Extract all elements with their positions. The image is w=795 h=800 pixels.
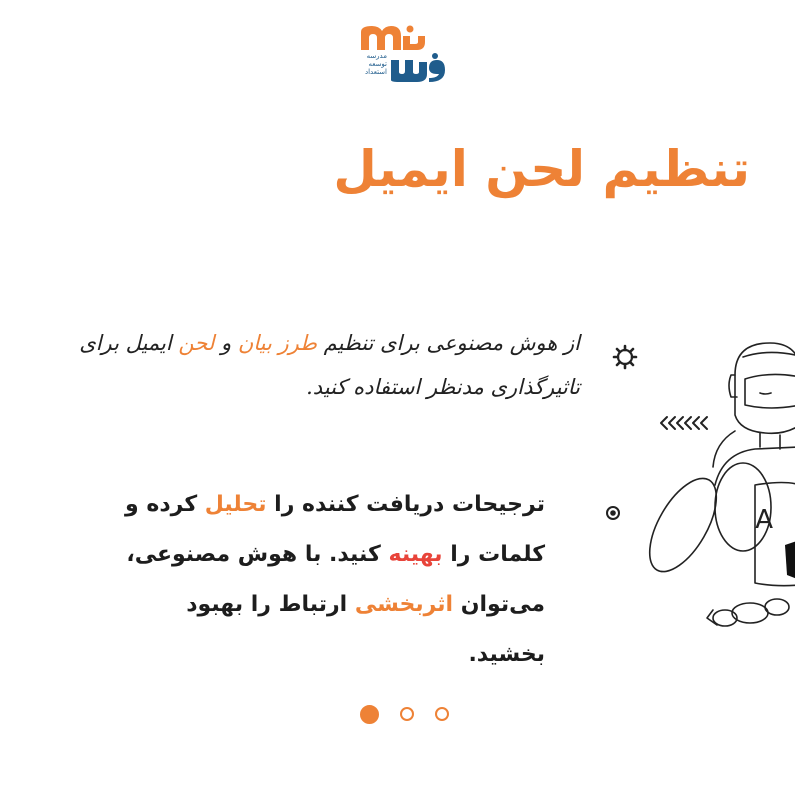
chevrons-icon bbox=[661, 417, 707, 429]
logo-tagline: استعداد bbox=[364, 68, 387, 76]
logo-tagline: مدرسه bbox=[366, 52, 387, 60]
intro-highlight: طرز بیان bbox=[237, 331, 317, 355]
body-highlight: بهینه bbox=[388, 542, 443, 567]
body-text: ارتباط را بهبود بخشید. bbox=[186, 592, 545, 667]
body-paragraph bbox=[125, 480, 545, 680]
laptop-badge-letter: A bbox=[755, 505, 773, 535]
body-highlight: اثربخشی bbox=[354, 592, 454, 617]
body-highlight: تحلیل bbox=[204, 492, 267, 517]
pagination-dot-1[interactable] bbox=[360, 705, 379, 724]
intro-text: و bbox=[214, 331, 238, 355]
page-title: تنظیم لحن ایمیل bbox=[333, 140, 750, 198]
intro-paragraph bbox=[60, 321, 580, 409]
intro-text: ایمیل برای تاثیرگذاری مدنظر استفاده کنید. bbox=[79, 331, 580, 399]
body-text: کرده و کلمات را bbox=[125, 492, 545, 567]
intro-highlight: لحن bbox=[178, 331, 215, 355]
pagination-dot-3[interactable] bbox=[435, 707, 449, 721]
target-icon bbox=[607, 507, 619, 519]
robot-icon bbox=[595, 335, 795, 635]
logo-tagline: توسعه bbox=[368, 60, 387, 68]
robot-illustration bbox=[595, 335, 795, 635]
intro-text: از هوش مصنوعی برای تنظیم bbox=[316, 331, 580, 355]
gear-icon bbox=[614, 346, 636, 368]
brand-logo bbox=[355, 22, 447, 84]
body-text: کنید. با هوش مصنوعی، می‌توان bbox=[126, 542, 545, 617]
pagination-dot-2[interactable] bbox=[400, 707, 414, 721]
pagination bbox=[360, 707, 449, 724]
body-text: ترجیحات دریافت کننده را bbox=[266, 492, 545, 517]
